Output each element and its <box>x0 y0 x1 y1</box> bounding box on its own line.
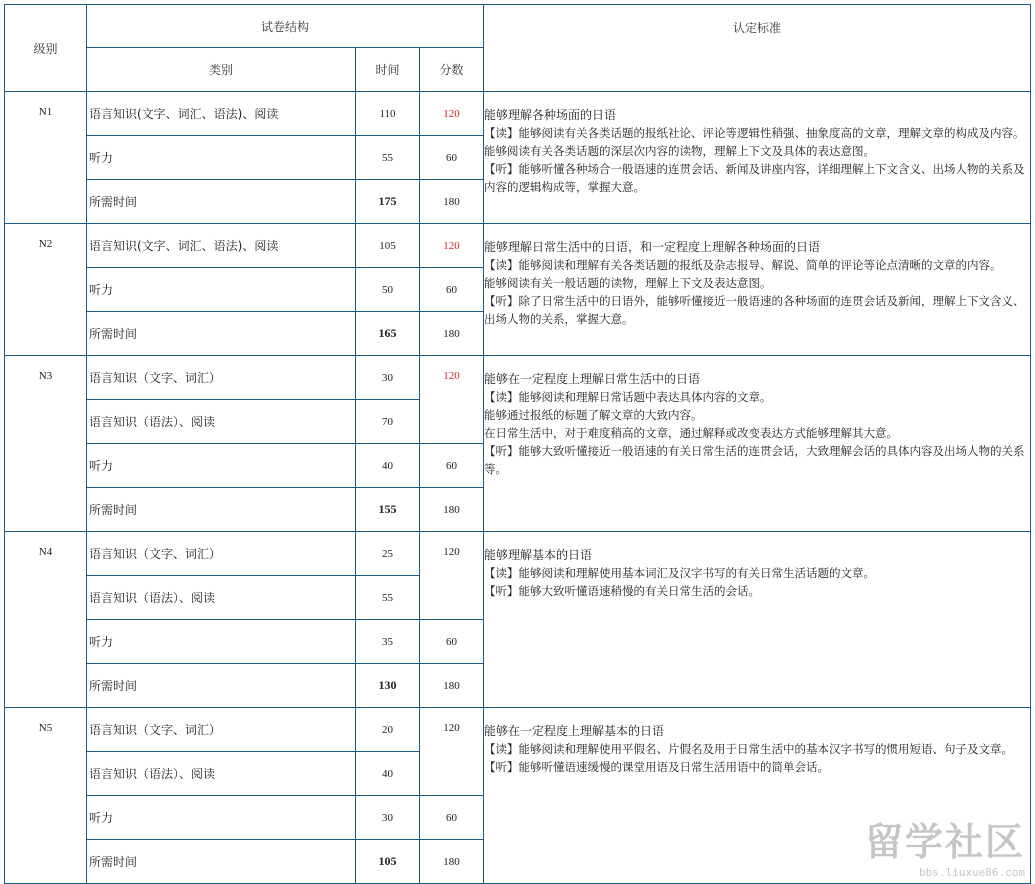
category-cell: 听力 <box>87 620 356 664</box>
total-score-cell: 180 <box>420 664 484 708</box>
score-cell: 60 <box>420 796 484 840</box>
score-cell: 120 <box>420 224 484 268</box>
score-cell: 120 <box>420 92 484 136</box>
table-row <box>5 532 1031 576</box>
standard-cell <box>484 92 1031 224</box>
header-standard: 认定标准 <box>484 5 1031 92</box>
category-cell: 所需时间 <box>87 180 356 224</box>
score-cell: 60 <box>420 444 484 488</box>
time-cell: 70 <box>356 400 420 444</box>
level-label: N1 <box>5 92 87 224</box>
standard-cell <box>484 224 1031 356</box>
standard-line: 【听】除了日常生活中的日语外，能够听懂接近一般语速的各种场面的连贯会话及新闻，理解上下文含义、出场人物的关系，掌握大意。 <box>484 294 1025 326</box>
category-cell: 听力 <box>87 268 356 312</box>
standard-line: 能够阅读有关一般话题的读物，理解上下文及表达意图。 <box>484 276 772 290</box>
time-cell: 20 <box>356 708 420 752</box>
standard-line: 【读】能够阅读和理解有关各类话题的报纸及杂志报导、解说、简单的评论等论点清晰的文章的内容。 <box>484 258 1002 272</box>
score-cell: 120 <box>420 708 484 796</box>
header-structure: 试卷结构 <box>87 5 484 48</box>
category-cell: 所需时间 <box>87 312 356 356</box>
total-score-cell: 180 <box>420 840 484 884</box>
category-cell: 语言知识(文字、词汇、语法)、阅读 <box>87 92 356 136</box>
standard-line: 【听】能够听懂各种场合一般语速的连贯会话、新闻及讲座内容，详细理解上下文含义、出场人物的关系及内容的逻辑构成等，掌握大意。 <box>484 162 1025 194</box>
time-cell: 40 <box>356 752 420 796</box>
standard-line: 【读】能够阅读和理解日常话题中表达具体内容的文章。 <box>484 390 772 404</box>
time-cell: 105 <box>356 224 420 268</box>
category-cell: 所需时间 <box>87 840 356 884</box>
category-cell: 语言知识(文字、词汇、语法)、阅读 <box>87 224 356 268</box>
header-score: 分数 <box>420 48 484 92</box>
total-score-cell: 180 <box>420 312 484 356</box>
category-cell: 听力 <box>87 796 356 840</box>
time-cell: 55 <box>356 136 420 180</box>
score-cell: 120 <box>420 356 484 444</box>
standard-line: 能够阅读有关各类话题的深层次内容的读物，理解上下文及具体的表达意图。 <box>484 144 876 158</box>
total-time-cell: 130 <box>356 664 420 708</box>
watermark-title: 留学社区 <box>864 820 1025 864</box>
standard-line: 在日常生活中，对于难度稍高的文章，通过解释或改变表达方式能够理解其大意。 <box>484 426 899 440</box>
level-label: N3 <box>5 356 87 532</box>
category-cell: 语言知识（文字、词汇） <box>87 708 356 752</box>
category-cell: 所需时间 <box>87 488 356 532</box>
standard-line: 能够通过报纸的标题了解文章的大致内容。 <box>484 408 703 422</box>
standard-line: 【读】能够阅读和理解使用基本词汇及汉字书写的有关日常生活话题的文章。 <box>484 566 876 580</box>
header-time: 时间 <box>356 48 420 92</box>
time-cell: 35 <box>356 620 420 664</box>
time-cell: 55 <box>356 576 420 620</box>
standard-cell <box>484 708 1031 884</box>
time-cell: 110 <box>356 92 420 136</box>
header-level: 级别 <box>5 5 87 92</box>
watermark-url: bbs.liuxue86.com <box>919 866 1025 879</box>
category-cell: 听力 <box>87 444 356 488</box>
standard-line: 【听】能够听懂语速缓慢的课堂用语及日常生活用语中的简单会话。 <box>484 760 830 774</box>
category-cell: 语言知识（文字、词汇） <box>87 532 356 576</box>
category-cell: 所需时间 <box>87 664 356 708</box>
time-cell: 30 <box>356 356 420 400</box>
total-score-cell: 180 <box>420 180 484 224</box>
standard-line: 【听】能够大致听懂接近一般语速的有关日常生活的连贯会话，大致理解会话的具体内容及出场人物的关系等。 <box>484 444 1025 476</box>
category-cell: 语言知识（语法）、阅读 <box>87 576 356 620</box>
header-category: 类别 <box>87 48 356 92</box>
category-cell: 语言知识（语法）、阅读 <box>87 400 356 444</box>
category-cell: 语言知识（语法）、阅读 <box>87 752 356 796</box>
standard-line: 能够在一定程度上理解基本的日语 <box>484 724 665 738</box>
total-time-cell: 105 <box>356 840 420 884</box>
table-row <box>5 224 1031 268</box>
jlpt-table <box>4 4 1031 884</box>
standard-line: 能够理解基本的日语 <box>484 548 593 562</box>
standard-cell <box>484 532 1031 708</box>
score-cell: 60 <box>420 136 484 180</box>
category-cell: 听力 <box>87 136 356 180</box>
standard-line: 能够理解各种场面的日语 <box>484 108 617 122</box>
category-cell: 语言知识（文字、词汇） <box>87 356 356 400</box>
time-cell: 50 <box>356 268 420 312</box>
total-score-cell: 180 <box>420 488 484 532</box>
time-cell: 30 <box>356 796 420 840</box>
time-cell: 40 <box>356 444 420 488</box>
total-time-cell: 165 <box>356 312 420 356</box>
score-cell: 60 <box>420 620 484 664</box>
standard-line: 【读】能够阅读有关各类话题的报纸社论、评论等逻辑性稍强、抽象度高的文章，理解文章的构成及内容。 <box>484 126 1025 140</box>
time-cell: 25 <box>356 532 420 576</box>
standard-line: 能够在一定程度上理解日常生活中的日语 <box>484 372 701 386</box>
score-cell: 60 <box>420 268 484 312</box>
table-row <box>5 356 1031 400</box>
table-row <box>5 708 1031 752</box>
standard-line: 【听】能够大致听懂语速稍慢的有关日常生活的会话。 <box>484 584 761 598</box>
table-row <box>5 92 1031 136</box>
level-label: N4 <box>5 532 87 708</box>
level-label: N2 <box>5 224 87 356</box>
standard-line: 能够理解日常生活中的日语，和一定程度上理解各种场面的日语 <box>484 240 821 254</box>
level-label: N5 <box>5 708 87 884</box>
total-time-cell: 175 <box>356 180 420 224</box>
standard-line: 【读】能够阅读和理解使用平假名、片假名及用于日常生活中的基本汉字书写的惯用短语、句子及文章。 <box>484 742 1014 756</box>
total-time-cell: 155 <box>356 488 420 532</box>
score-cell: 120 <box>420 532 484 620</box>
standard-cell <box>484 356 1031 532</box>
